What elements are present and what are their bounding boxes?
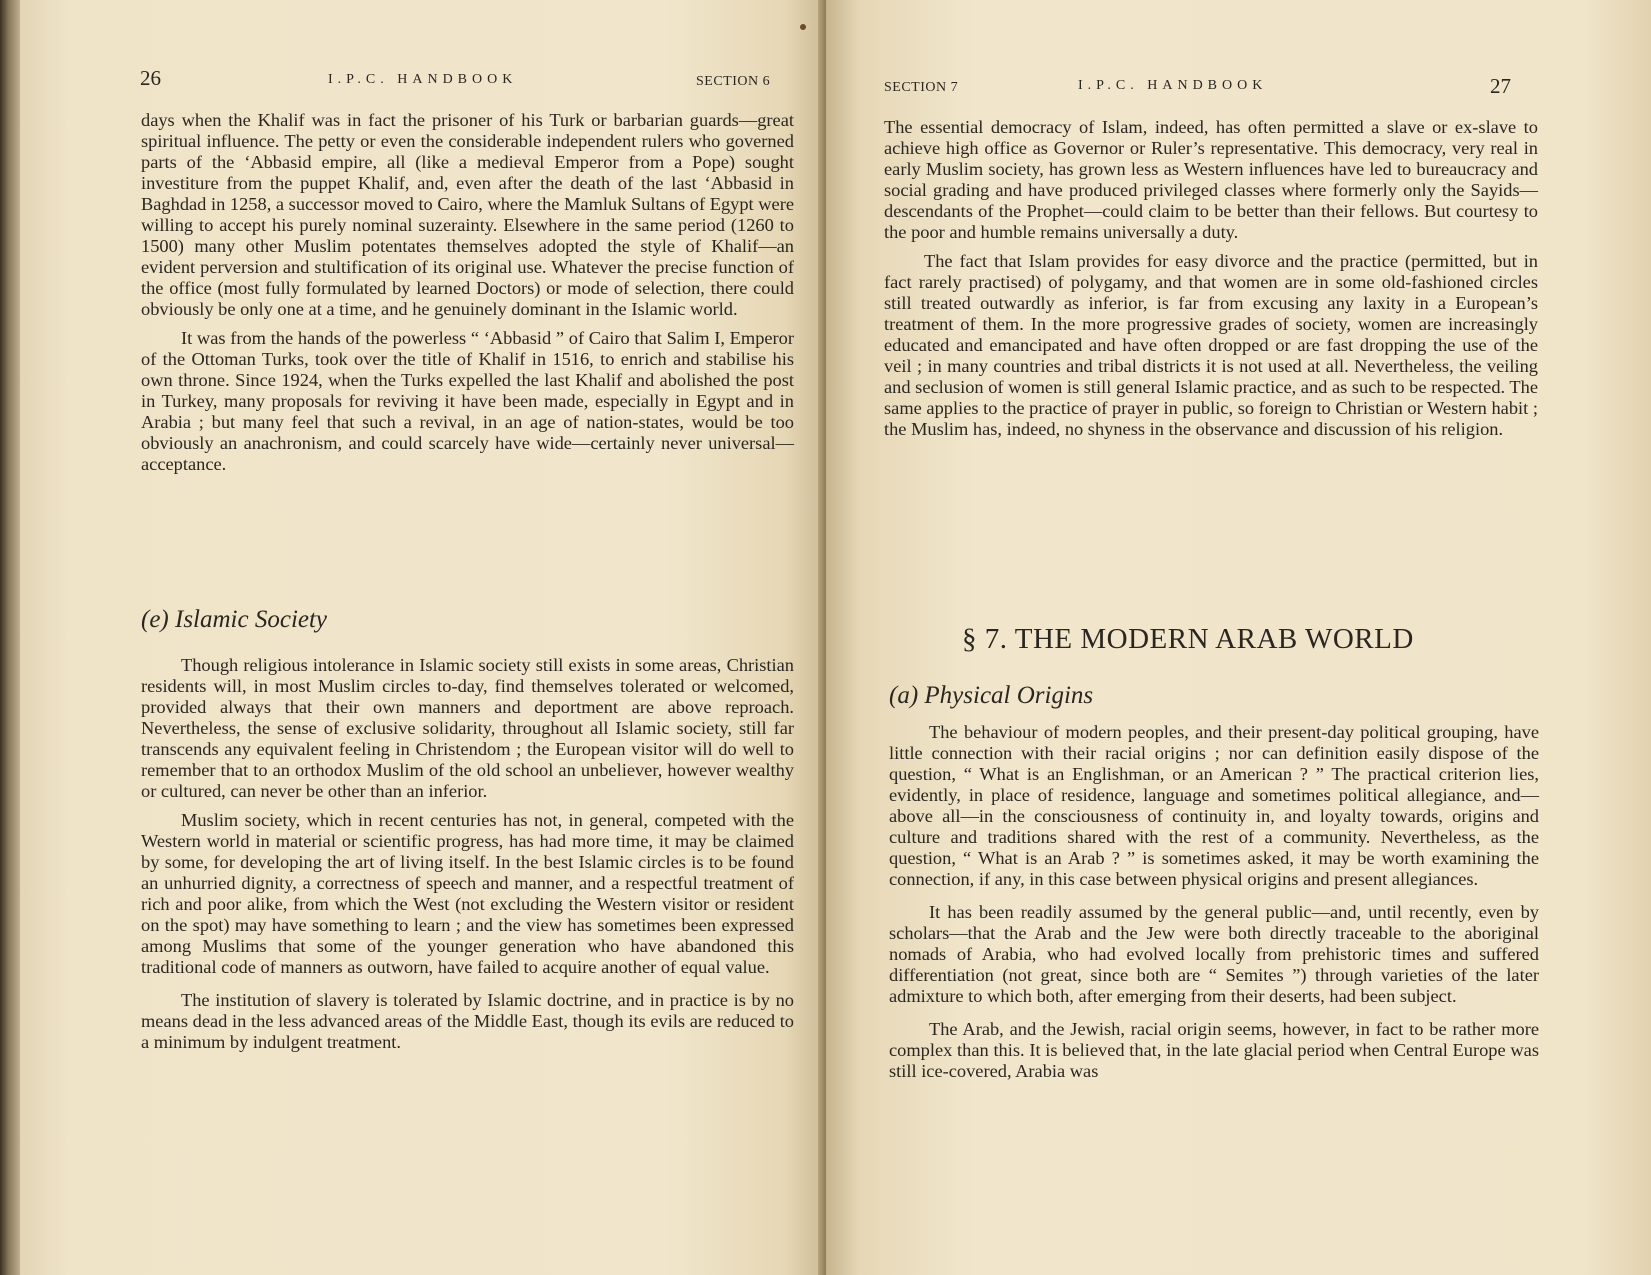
- paragraph: The Arab, and the Jewish, racial origin seems, however, in fact to be rather more complex than this. It is believed that, in the late glacial period when Central Europe was still ice-covered, Arabia was: [889, 1019, 1539, 1081]
- subheading: [141, 606, 327, 634]
- paragraph: The fact that Islam provides for easy divorce and the practice (permitted, but in fact rarely practised) of polygamy, and that women are in some old-fashioned circles still treated outwardly as inferior, is far from excusing any laxity in a European’s treatment of them. In the more progressive grades of society, women are increasingly educated and emancipated and have often dropped or are fast dropping the use of the veil ; in many countries and tribal districts it is not used at all. Nevertheless, the veiling and seclusion of women is still general Islamic practice, and as such to be respected. The same applies to the practice of prayer in public, so foreign to Christian or Western habit ; the Muslim has, indeed, no shyness in the observance and discussion of his religion.: [884, 251, 1538, 439]
- subheading-letter: (a): [889, 682, 919, 709]
- page-number: 27: [1490, 74, 1511, 98]
- paragraph: It has been readily assumed by the general public—and, until recently, even by scholars—that the Arab and the Jew were both directly traceable to the aboriginal nomads of Arabia, who had evolved locally from prehistoric times and suffered differentiation (not great, since both are “ Semites ”) through varieties of the later admixture to which both, after emerging from their deserts, had been subject.: [889, 902, 1539, 1006]
- text-column-bottom: [889, 722, 1539, 1090]
- section-label: SECTION 7: [884, 80, 959, 95]
- section-label: SECTION 6: [696, 74, 771, 89]
- paragraph: Though religious intolerance in Islamic society still exists in some areas, Christian residents will, in most Muslim circles to-day, find themselves tolerated or welcomed, provided always that their own manners and deportment are above reproach. Nevertheless, the sense of exclusive solidarity, throughout all Islamic society, still far transcends any equivalent feeling in Christendom ; the European visitor will do well to remember that to an orthodox Muslim of the old school an unbeliever, however wealthy or cultured, can never be other than an inferior.: [141, 655, 794, 801]
- paragraph: Muslim society, which in recent centuries has not, in general, competed with the Western world in material or scientific progress, has had more time, it may be claimed by some, for developing the art of living itself. In the best Islamic circles is to be found an unhurried dignity, a correctness of speech and manner, and a respectful treatment of rich and poor alike, from which the West (not excluding the Western visitor or resident on the spot) may have something to learn ; and the view has sometimes been expressed among Muslims that some of the younger generation who have abandoned this traditional code of manners as outworn, have failed to acquire another of equal value.: [141, 810, 794, 977]
- subheading-letter: (e): [141, 606, 169, 633]
- paragraph: It was from the hands of the powerless “ ‘Abbasid ” of Cairo that Salim I, Emperor of the Ottoman Turks, took over the title of Khalif in 1516, to enrich and stabilise his own throne. Since 1924, when the Turks expelled the last Khalif and abolished the post in Turkey, many proposals for reviving it have been made, especially in Egypt and in Arabia ; but many feel that such a revival, in an age of nation-states, would be too obviously an anachronism, and could scarcely have wide—certainly never universal—acceptance.: [141, 328, 794, 474]
- subheading-title: Islamic Society: [175, 606, 328, 633]
- right-page: [826, 0, 1651, 1275]
- paragraph: days when the Khalif was in fact the prisoner of his Turk or barbarian guards—great spiritual influence. The petty or even the considerable independent rulers who governed parts of the ‘Abbasid empire, all (like a medieval Emperor from a Pope) sought investiture from the puppet Khalif, and, even after the death of the last ‘Abbasid in Baghdad in 1258, a successor moved to Cairo, where the Mamluk Sultans of Egypt were willing to accept his purely nominal suzerainty. Elsewhere in the same period (1260 to 1500) many other Muslim potentates themselves adopted the style of Khalif—an evident perversion and stultification of its original use. Whatever the precise function of the office (most fully formulated by learned Doctors) or mode of selection, there could obviously be only one at a time, and he genuinely dominant in the Islamic world.: [141, 110, 794, 319]
- text-column-top: [884, 117, 1538, 448]
- paragraph: The behaviour of modern peoples, and their present-day political grouping, have little connection with their racial origins ; nor can definition easily dispose of the question, “ What is an Englishman, or an American ? ” The practical criterion lies, evidently, in place of residence, language and sometimes political allegiance, and—above all—in the consciousness of continuity in, and loyalty towards, origins and culture and traditions shared with the rest of a community. Nevertheless, as the question, “ What is an Arab ? ” is sometimes asked, it may be worth examining the connection, if any, in this case between physical origins and present allegiances.: [889, 722, 1539, 889]
- paragraph: The institution of slavery is tolerated by Islamic doctrine, and in practice is by no means dead in the less advanced areas of the Middle East, though its evils are reduced to a minimum by indulgent treatment.: [141, 990, 794, 1052]
- text-column-bottom: [141, 655, 794, 1061]
- running-header: I.P.C. HANDBOOK: [1078, 78, 1268, 93]
- left-page: [20, 0, 825, 1275]
- ink-speck: [800, 24, 806, 30]
- book-page-edges: [0, 0, 22, 1275]
- subheading: [889, 682, 1093, 710]
- paragraph: The essential democracy of Islam, indeed, has often permitted a slave or ex-slave to achieve high office as Governor or Ruler’s representative. This democracy, very real in early Muslim society, has grown less as Western influences have led to bureaucracy and social grading and have produced privileged classes where formerly only the Sayids—descendants of the Prophet—could claim to be better than their fellows. But courtesy to the poor and humble remains universally a duty.: [884, 117, 1538, 242]
- running-header: I.P.C. HANDBOOK: [328, 72, 518, 87]
- page-number: 26: [140, 66, 161, 90]
- subheading-title: Physical Origins: [924, 682, 1094, 709]
- text-column-top: [141, 110, 794, 483]
- section-heading: § 7. THE MODERN ARAB WORLD: [962, 623, 1414, 655]
